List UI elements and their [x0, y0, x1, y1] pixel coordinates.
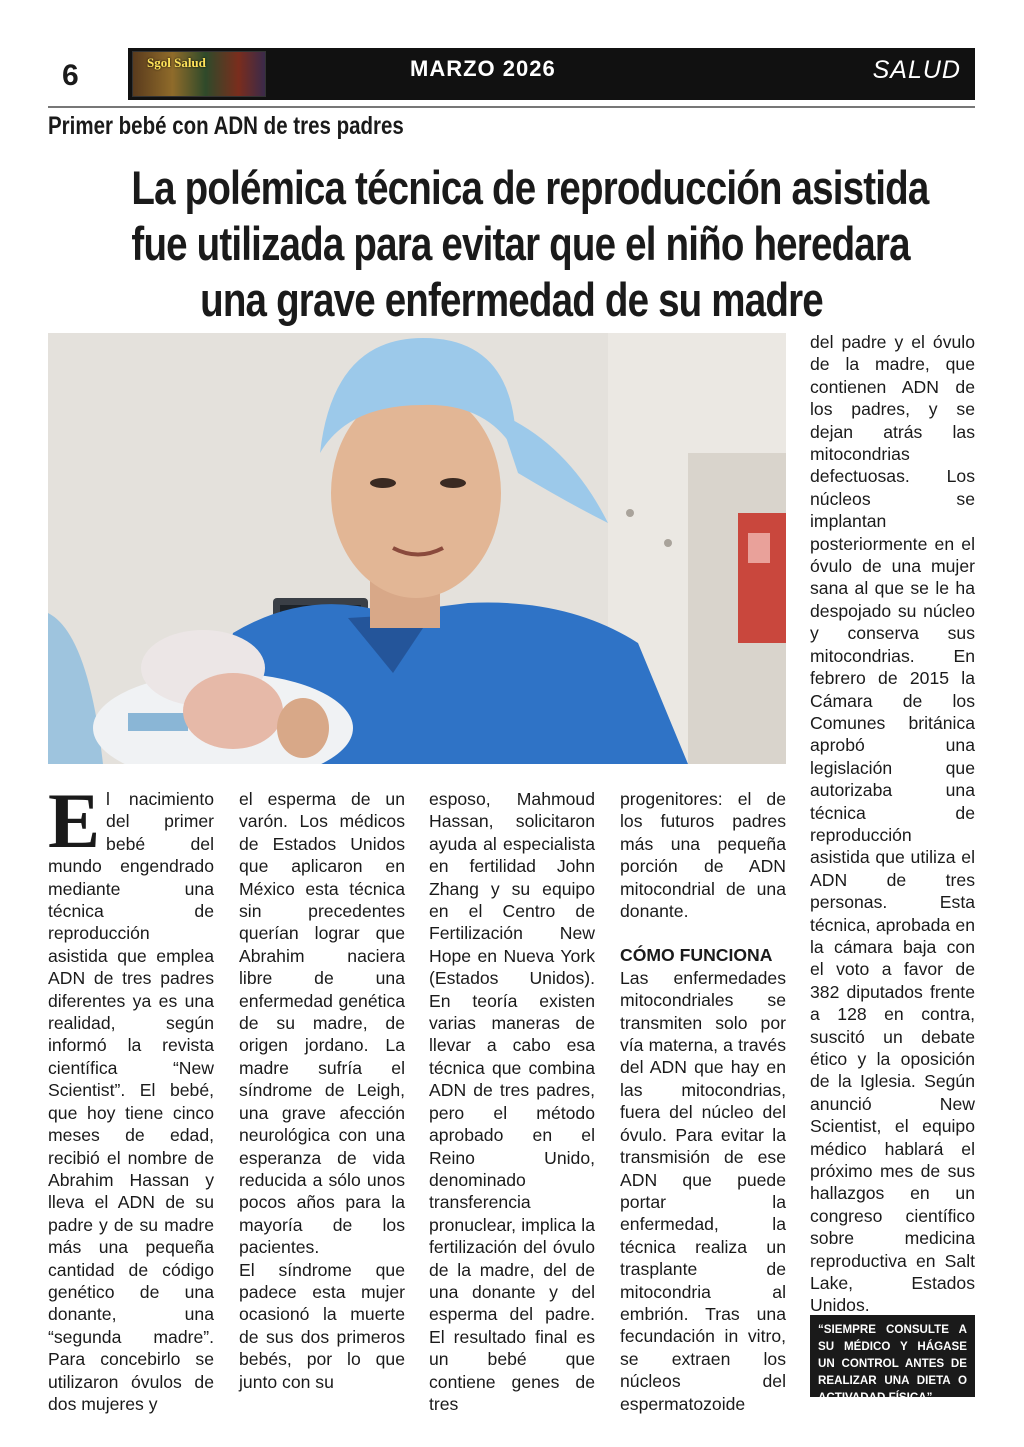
article-photo — [48, 333, 786, 764]
drop-cap: E — [48, 777, 101, 864]
publication-logo[interactable] — [132, 51, 266, 97]
doctor-with-baby-illustration — [48, 333, 786, 764]
page-number: 6 — [48, 48, 128, 100]
section-name: SALUD — [872, 56, 961, 84]
article-kicker: Primer bebé con ADN de tres padres — [48, 112, 404, 140]
headline-line-3: una grave enfermedad de su madre — [200, 273, 823, 326]
paragraph-text: l nacimiento del primer bebé del mundo engendrado mediante una técnica de reproducción asistida que emplea ADN de tres padres diferentes ya es una realidad, según informó la revista científica “New Scientist”. El bebé, que hoy tiene cinco meses de edad, recibió el nombre de Abrahim Hassan y lleva el ADN de su padre y de su madre más una pequeña cantidad de código genético de una donante, una “segunda madre”. Para concebirlo se utilizaron óvulos de dos mujeres y — [48, 789, 214, 1414]
headline-line-2: fue utilizada para evitar que el niño heredara — [131, 217, 910, 270]
article-paragraph: esposo, Mahmoud Hassan, solicitaron ayuda al especialista en fertilidad John Zhang y su equipo en el Centro de Fertilización New Hope en Nueva York (Estados Unidos). En teoría existen varias maneras de llevar a cabo esa técnica que combina ADN de tres padres, pero el método aprobado en el Reino Unido, denominado transferencia pronuclear, implica la fertilización del óvulo de la madre, del de una donante y del esperma del padre. El resultado final es un bebé que contiene genes de tres — [429, 789, 595, 1414]
article-column-4 — [620, 788, 786, 1414]
article-paragraph: del padre y el óvulo de la madre, que contienen ADN de los padres, y se dejan atrás las mitocondrias defectuosas. Los núcleos se implantan posteriormente en el óvulo de una mujer sana al que se le ha despojado su núcleo y conserva sus mitocondrias. En febrero de 2015 la Cámara de los Comunes británica aprobó una legislación que autorizaba una técnica de reproducción asistida que utiliza el ADN de tres personas. Esta técnica, aprobada en la cámara baja con el voto a favor de 382 diputados frente a 128 en contra, suscitó un debate ético y la oposición de la Iglesia. Según anunció New Scientist, el equipo médico hablará el próximo mes de sus hallazgos en un congreso científico sobre medicina reproductiva en Salt Lake, Estados Unidos. — [810, 332, 975, 1316]
header-divider — [48, 106, 975, 108]
article-paragraph: Las enfermedades mitocondriales se transmiten solo por vía materna, a través del ADN que hay en las mitocondrias, fuera del núcleo del óvulo. Para evitar la transmisión de ese ADN que puede portar la enfermedad, la técnica realiza un trasplante de mitocondria al embrión. Tras una fecundación in vitro, se extraen los núcleos del espermatozoide — [620, 967, 786, 1414]
article-column-5 — [810, 331, 975, 1316]
logo-text: Sgol Salud — [147, 55, 206, 70]
article-paragraph: El síndrome que padece esta mujer ocasionó la muerte de sus dos primeros bebés, por lo que junto con su — [239, 1259, 405, 1392]
page-header — [48, 48, 975, 100]
headline-line-1: La polémica técnica de reproducción asistida — [131, 161, 929, 214]
article-headline — [48, 160, 975, 328]
article-paragraph: el esperma de un varón. Los médicos de Estados Unidos que aplicaron en México esta técnica sin precedentes querían lograr que Abrahim naciera libre de una enfermedad genética de su madre, de origen jordano. La madre sufría el síndrome de Leigh, una grave afección neurológica con una esperanza de vida reducida a sólo unos pocos años para la mayoría de los pacientes. — [239, 789, 405, 1258]
issue-date: MARZO 2026 — [410, 56, 556, 81]
article-paragraph — [48, 777, 214, 1415]
health-advice-box: “SIEMPRE CONSULTE A SU MÉDICO Y HÁGASE UN CONTROL ANTES DE REALIZAR UNA DIETA O ACTIVADAD FÍSICA” — [810, 1315, 975, 1397]
article-column-3 — [429, 788, 595, 1414]
article-column-2 — [239, 788, 405, 1400]
section-subheading: CÓMO FUNCIONA — [620, 945, 773, 966]
article-paragraph: progenitores: el de los futuros padres más una pequeña porción de ADN mitocondrial de una donante. — [620, 789, 786, 922]
article-column-1 — [48, 777, 214, 1414]
